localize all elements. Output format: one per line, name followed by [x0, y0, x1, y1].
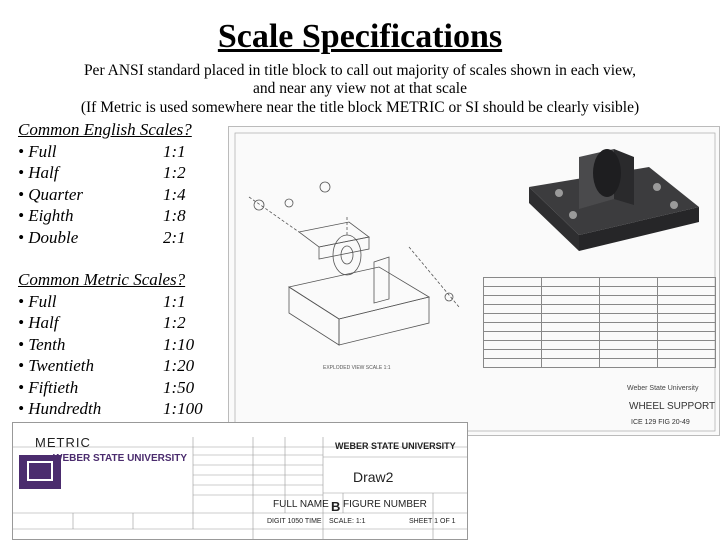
title-block-drawing-name: Draw2 — [353, 469, 394, 485]
list-item: • Quarter 1:4 — [18, 184, 186, 204]
list-item: • Double 2:1 — [18, 227, 186, 247]
title-block-size: B — [331, 499, 341, 514]
title-block-full-name: FULL NAME — [273, 499, 329, 510]
list-item: • Twentieth 1:20 — [18, 356, 195, 375]
list-item: • Hundredth 1:100 — [18, 399, 203, 418]
subtitle-line-2: and near any view not at that scale — [253, 80, 467, 97]
english-scales-list — [18, 119, 228, 248]
university-logo-text: WEBER STATE UNIVERSITY — [53, 453, 188, 464]
list-item: • Tenth 1:10 — [18, 334, 195, 354]
list-item: • Full 1:1 — [18, 141, 186, 161]
list-item: • Eighth 1:8 — [18, 206, 186, 225]
metric-scales-heading: Common Metric Scales? — [18, 270, 186, 289]
subtitle-line-3: (If Metric is used somewhere near the title block METRIC or SI should be clearly visible) — [80, 99, 640, 116]
list-item: • Fiftieth 1:50 — [18, 377, 195, 397]
metric-label: METRIC — [35, 435, 91, 450]
metric-scales-list — [18, 269, 228, 420]
title-block-scale: SCALE: 1:1 — [329, 518, 366, 525]
title-block-digit-time: DIGIT 1050 TIME — [267, 518, 322, 525]
list-item: • Full 1:1 — [18, 291, 186, 311]
list-item: • Half 1:2 — [18, 163, 186, 182]
list-item: • Half 1:2 — [18, 313, 186, 332]
drawing-sheet — [228, 126, 720, 436]
bill-of-materials — [483, 277, 716, 368]
title-block-figure-number: FIGURE NUMBER — [343, 499, 427, 510]
drawing-university: Weber State University — [627, 385, 699, 392]
drawing-number: ICE 129 FIG 20-49 — [631, 419, 690, 426]
subtitle-line-1: Per ANSI standard placed in title block to call out majority of scales shown in each view, — [83, 62, 637, 79]
exploded-view-lines — [249, 182, 459, 345]
exploded-view-label: EXPLODED VIEW SCALE 1:1 — [323, 365, 391, 371]
slide-title: Scale Specifications — [217, 18, 503, 55]
drawing-part-title: WHEEL SUPPORT — [629, 401, 716, 412]
metric-title-block — [12, 422, 468, 540]
english-scales-heading: Common English Scales? — [18, 120, 192, 139]
title-block-sheet: SHEET 1 OF 1 — [409, 518, 456, 525]
isometric-part-render — [529, 149, 699, 251]
title-block-university: WEBER STATE UNIVERSITY — [335, 441, 456, 451]
